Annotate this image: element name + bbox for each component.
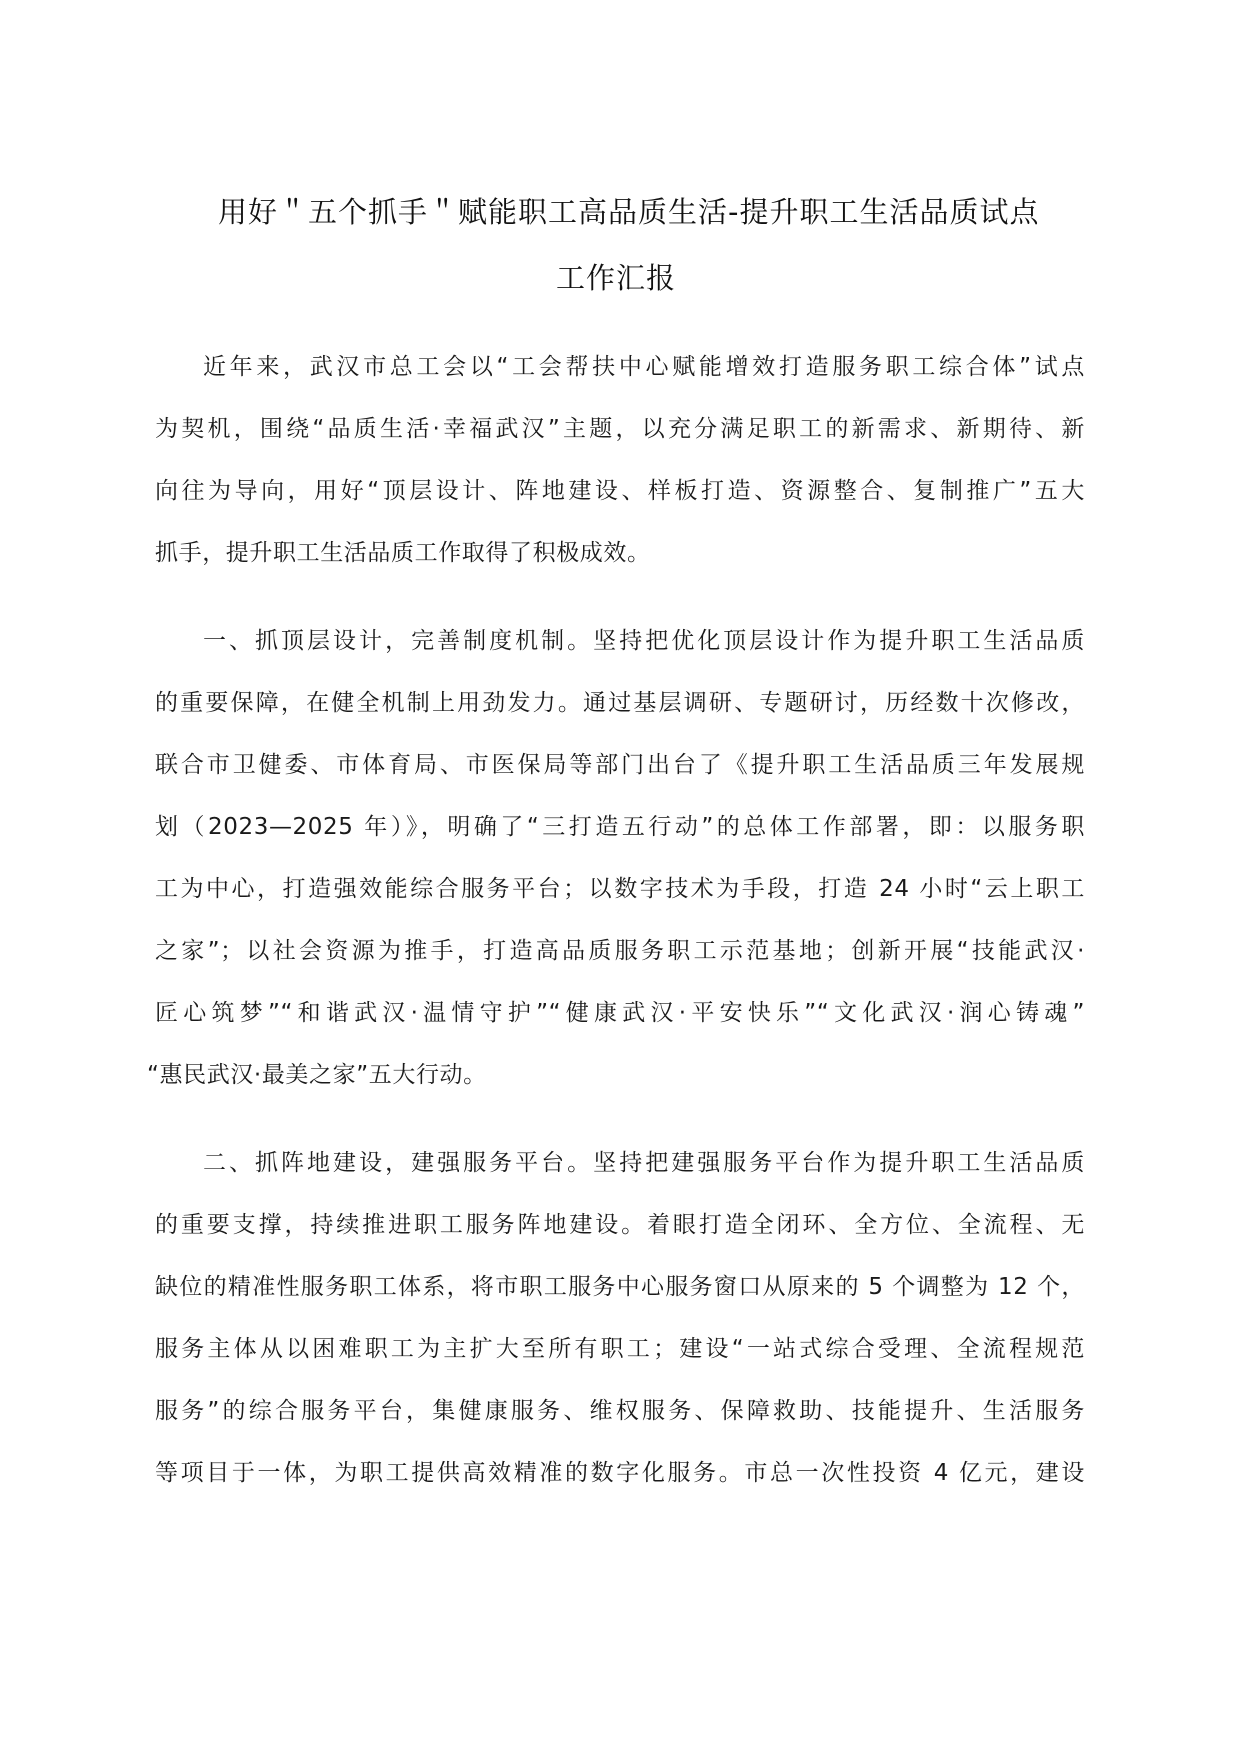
paragraph-2-line-5: 工为中心，打造强效能综合服务平台；以数字技术为手段，打造 24 小时“云上职工 — [155, 876, 1085, 902]
paragraph-2-line-7: 匠心筑梦”“和谐武汉·温情守护”“健康武汉·平安快乐”“文化武汉·润心铸魂” — [155, 1000, 1085, 1026]
paragraph-2-line-6: 之家”；以社会资源为推手，打造高品质服务职工示范基地；创新开展“技能武汉· — [155, 938, 1085, 964]
paragraph-3-line-5: 服务”的综合服务平台，集健康服务、维权服务、保障救助、技能提升、生活服务 — [155, 1398, 1085, 1424]
paragraph-3-line-3: 缺位的精准性服务职工体系，将市职工服务中心服务窗口从原来的 5 个调整为 12 个， — [155, 1274, 1085, 1300]
paragraph-3-line-4: 服务主体从以困难职工为主扩大至所有职工；建设“一站式综合受理、全流程规范 — [155, 1336, 1085, 1362]
paragraph-2-line-3: 联合市卫健委、市体育局、市医保局等部门出台了《提升职工生活品质三年发展规 — [155, 752, 1085, 778]
paragraph-1-line-4: 抓手，提升职工生活品质工作取得了积极成效。 — [155, 540, 651, 566]
paragraph-3-line-2: 的重要支撑，持续推进职工服务阵地建设。着眼打造全闭环、全方位、全流程、无 — [155, 1212, 1085, 1238]
paragraph-2-line-2: 的重要保障，在健全机制上用劲发力。通过基层调研、专题研讨，历经数十次修改， — [155, 690, 1085, 716]
paragraph-2-line-1: 一、抓顶层设计，完善制度机制。坚持把优化顶层设计作为提升职工生活品质 — [203, 628, 1085, 654]
document-title-line-1: 用好＂五个抓手＂赋能职工高品质生活-提升职工生活品质试点 — [218, 195, 1040, 229]
paragraph-2-line-4: 划（2023—2025 年）》，明确了“三打造五行动”的总体工作部署，即：以服务职 — [155, 814, 1085, 840]
paragraph-3-line-6: 等项目于一体，为职工提供高效精准的数字化服务。市总一次性投资 4 亿元，建设 — [155, 1460, 1085, 1486]
paragraph-1-line-1: 近年来，武汉市总工会以“工会帮扶中心赋能增效打造服务职工综合体”试点 — [203, 354, 1085, 380]
paragraph-2-line-8: “惠民武汉·最美之家”五大行动。 — [147, 1062, 487, 1088]
paragraph-3-line-1: 二、抓阵地建设，建强服务平台。坚持把建强服务平台作为提升职工生活品质 — [203, 1150, 1085, 1176]
document-title-line-2: 工作汇报 — [556, 261, 677, 295]
paragraph-1-line-2: 为契机，围绕“品质生活·幸福武汉”主题，以充分满足职工的新需求、新期待、新 — [155, 416, 1085, 442]
paragraph-1-line-3: 向往为导向，用好“顶层设计、阵地建设、样板打造、资源整合、复制推广”五大 — [155, 478, 1085, 504]
